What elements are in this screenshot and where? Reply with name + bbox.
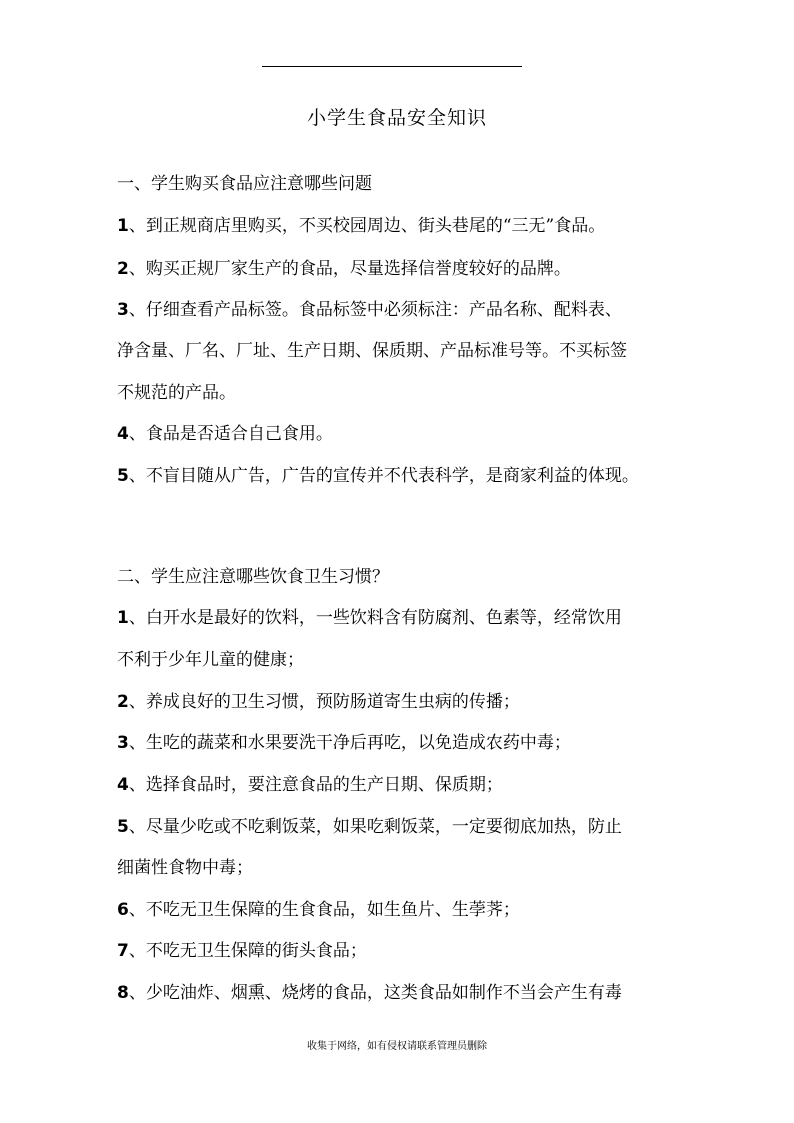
section-2-item-5: 5、尽量少吃或不吃剩饭菜，如果吃剩饭菜，一定要彻底加热，防止 xyxy=(117,817,622,837)
section-1-item-5: 5、不盲目随从广告，广告的宣传并不代表科学，是商家利益的体现。 xyxy=(117,466,639,486)
section-2-item-4: 4、选择食品时，要注意食品的生产日期、保质期； xyxy=(117,775,503,795)
section-2-item-8: 8、少吃油炸、烟熏、烧烤的食品，这类食品如制作不当会产生有毒 xyxy=(117,983,622,1003)
section-1-item-2: 2、购买正规厂家生产的食品，尽量选择信誉度较好的品牌。 xyxy=(117,259,571,279)
section-2-item-2: 2、养成良好的卫生习惯，预防肠道寄生虫病的传播； xyxy=(117,692,520,712)
section-2-item-5-line-2: 细菌性食物中毒； xyxy=(117,858,253,878)
section-1-heading: 一、学生购买食品应注意哪些问题 xyxy=(117,174,372,194)
section-1-item-1: 1、到正规商店里购买，不买校园周边、街头巷尾的“三无”食品。 xyxy=(117,216,606,236)
section-2-item-3: 3、生吃的蔬菜和水果要洗干净后再吃，以免造成农药中毒； xyxy=(117,733,571,753)
section-2-item-1-line-2: 不利于少年儿童的健康； xyxy=(117,650,304,670)
section-1-item-3-line-3: 不规范的产品。 xyxy=(117,383,236,403)
section-2-item-6: 6、不吃无卫生保障的生食食品，如生鱼片、生荸荠； xyxy=(117,900,520,920)
header-rule xyxy=(262,66,522,67)
section-2-item-1: 1、白开水是最好的饮料，一些饮料含有防腐剂、色素等，经常饮用 xyxy=(117,608,622,628)
section-2-heading: 二、学生应注意哪些饮食卫生习惯？ xyxy=(117,567,389,587)
section-1-item-4: 4、食品是否适合自己食用。 xyxy=(117,424,333,444)
page-footer-note: 收集于网络，如有侵权请联系管理员删除 xyxy=(307,1041,487,1052)
section-1-item-3-line-2: 净含量、厂名、厂址、生产日期、保质期、产品标准号等。不买标签 xyxy=(117,341,627,361)
document-title: 小学生食品安全知识 xyxy=(306,107,487,129)
section-2-item-7: 7、不吃无卫生保障的街头食品； xyxy=(117,941,367,961)
section-1-item-3: 3、仔细查看产品标签。食品标签中必须标注：产品名称、配料表、 xyxy=(117,300,622,320)
